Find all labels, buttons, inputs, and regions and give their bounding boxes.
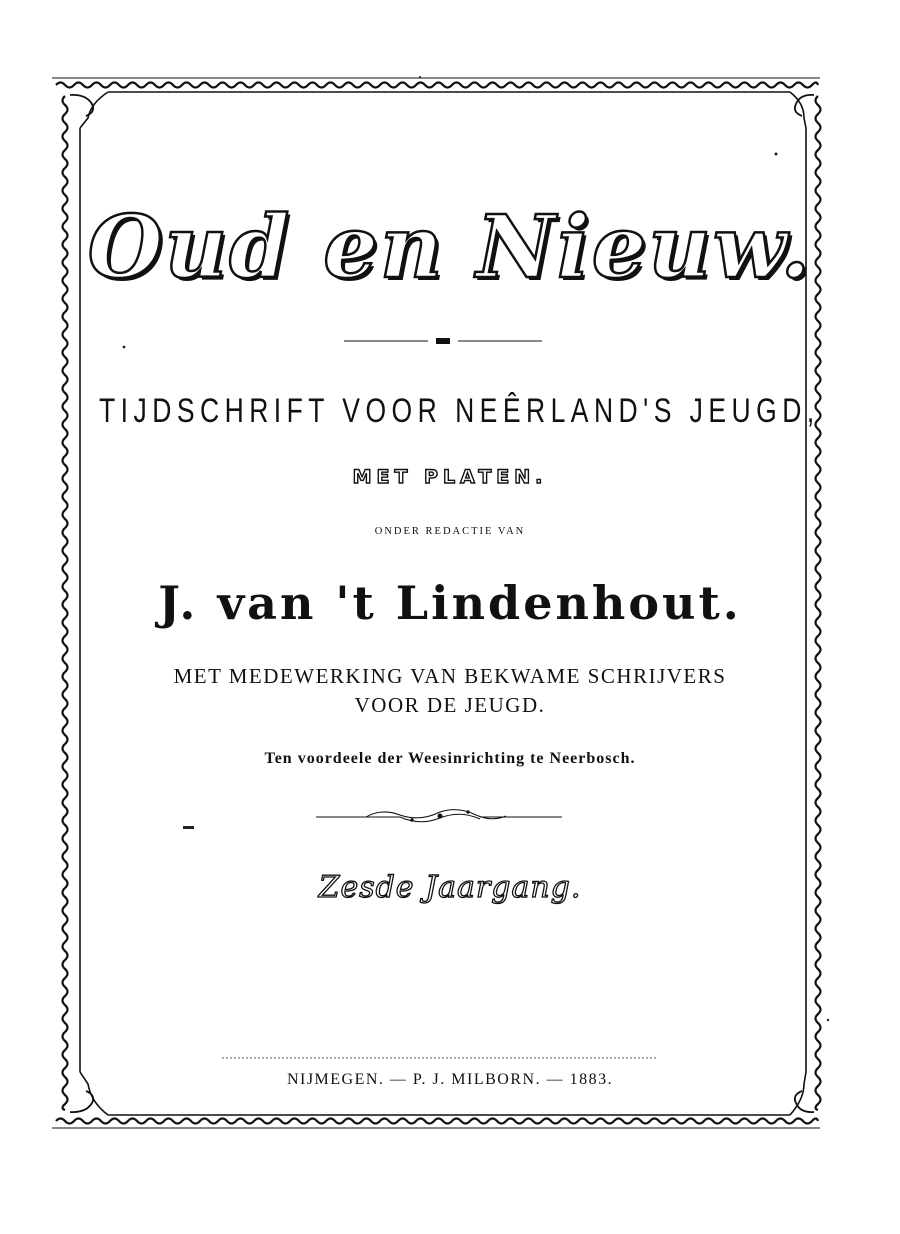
journal-subtitle: TIJDSCHRIFT VOOR NEÊRLAND'S JEUGD, <box>99 392 820 430</box>
ornamental-divider <box>316 810 562 822</box>
benefit-line: Ten voordeele der Weesinrichting te Neerbosch. <box>264 750 636 767</box>
journal-title: Oud en Nieuw. <box>87 197 813 298</box>
border-top-wave <box>56 83 818 88</box>
border-bottom-wave <box>56 1119 818 1124</box>
volume-label: Zesde Jaargang. <box>318 870 582 905</box>
editor-prefix: ONDER REDACTIE VAN <box>374 526 526 537</box>
editor-name: J. van 't Lindenhout. <box>158 576 742 630</box>
title-divider <box>344 338 542 344</box>
imprint: NIJMEGEN. — P. J. MILBORN. — 1883. <box>286 1071 614 1088</box>
cooperation-line-2: VOOR DE JEUGD. <box>354 693 546 717</box>
cooperation-line-1: MET MEDEWERKING VAN BEKWAME SCHRIJVERS <box>173 664 727 688</box>
illustrations-note: MET PLATEN. <box>352 466 548 488</box>
